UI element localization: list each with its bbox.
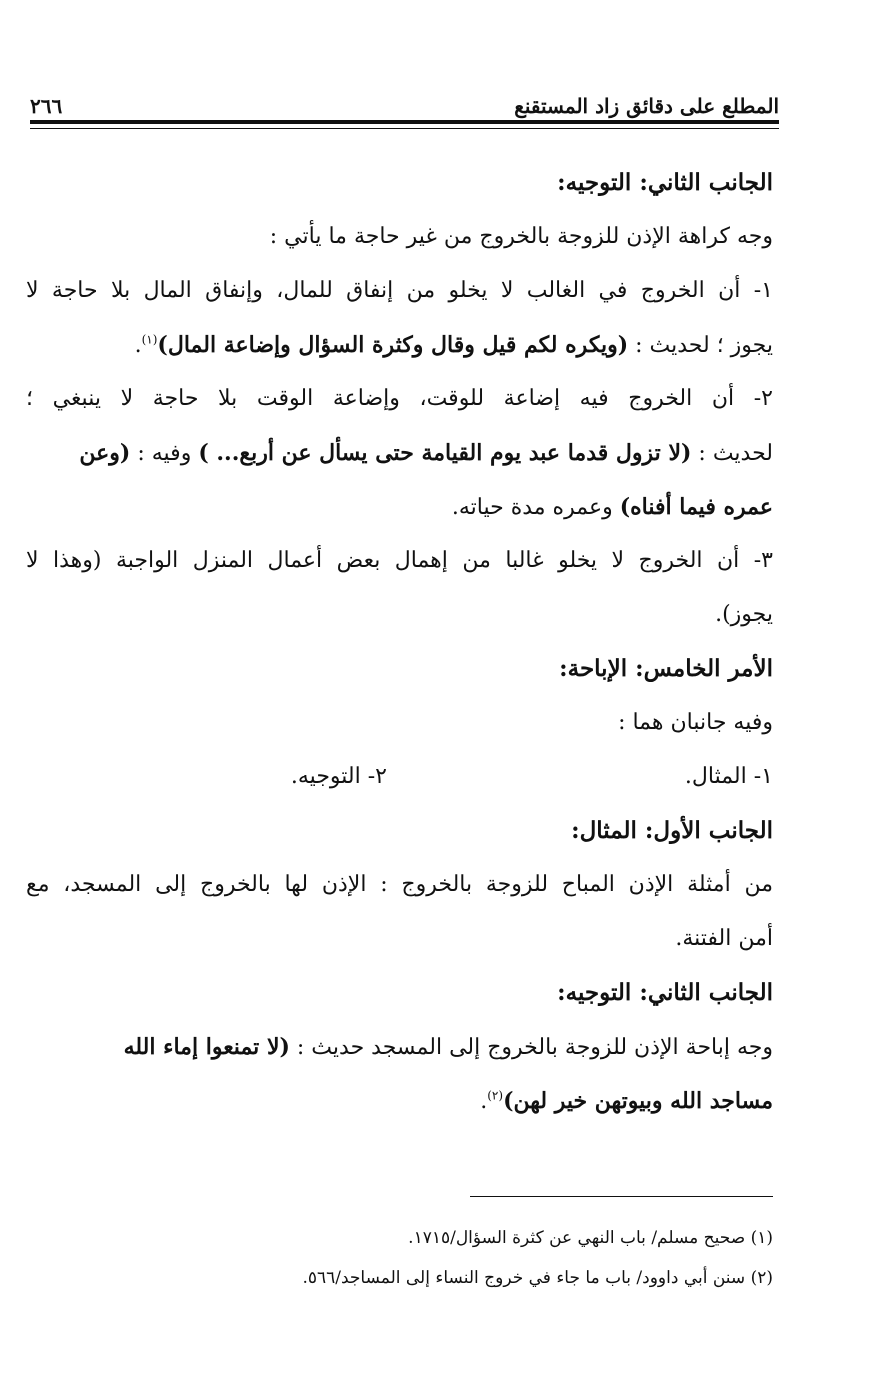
text-line: ٢- أن الخروج فيه إضاعة للوقت، وإضاعة الوقت بلا حاجة لا ينبغي ؛ xyxy=(26,386,773,411)
footnote-separator xyxy=(470,1196,773,1197)
footnote: (١) صحيح مسلم/ باب النهي عن كثرة السؤال/١٧١٥. xyxy=(408,1228,773,1248)
text-line: عمره فيما أفناه) وعمره مدة حياته. xyxy=(451,494,773,520)
text-line: يجوز). xyxy=(715,602,773,627)
hadith-quote: مساجد الله وبيوتهن خير لهن) xyxy=(503,1088,773,1114)
footnote-ref: (١) xyxy=(141,332,158,347)
hadith-quote: (وعن xyxy=(79,440,131,466)
section-heading: الجانب الثاني: التوجيه: xyxy=(557,979,773,1006)
section-heading: الجانب الأول: المثال: xyxy=(571,817,773,844)
header-rule-thick xyxy=(30,120,779,124)
main-text xyxy=(26,156,773,1128)
footnote: (٢) سنن أبي داوود/ باب ما جاء في خروج النساء إلى المساجد/٥٦٦. xyxy=(302,1268,773,1288)
footnote-ref: (٢) xyxy=(487,1088,504,1103)
page-number: ٢٦٦ xyxy=(30,94,63,118)
running-header xyxy=(30,84,779,118)
text-line: وفيه جانبان هما : xyxy=(618,710,773,735)
section-heading: الأمر الخامس: الإباحة: xyxy=(559,655,773,682)
hadith-quote: (ويكره لكم قيل وقال وكثرة السؤال وإضاعة المال) xyxy=(157,332,629,358)
text-line: أمن الفتنة. xyxy=(675,926,773,951)
text-line: وجه كراهة الإذن للزوجة بالخروج من غير حاجة ما يأتي : xyxy=(269,224,773,249)
text-line: مساجد الله وبيوتهن خير لهن)$^{(٢)}$. xyxy=(480,1088,773,1114)
text-line: ١- أن الخروج في الغالب لا يخلو من إنفاق للمال، وإنفاق المال بلا حاجة لا xyxy=(26,278,773,303)
text-line: من أمثلة الإذن المباح للزوجة بالخروج : الإذن لها بالخروج إلى المسجد، مع xyxy=(26,872,773,897)
hadith-quote: عمره فيما أفناه) xyxy=(619,494,773,520)
text-line: ٣- أن الخروج لا يخلو غالبا من إهمال بعض أعمال المنزل الواجبة (وهذا لا xyxy=(26,548,773,573)
footnotes xyxy=(26,1218,773,1298)
text-line: لحديث : (لا تزول قدما عبد يوم القيامة حتى يسأل عن أربع... ) وفيه : (وعن xyxy=(79,440,773,466)
text-line: وجه إباحة الإذن للزوجة بالخروج إلى المسجد حديث : (لا تمنعوا إماء الله xyxy=(123,1034,773,1060)
hadith-quote: (لا تزول قدما عبد يوم القيامة حتى يسأل عن أربع... ) xyxy=(198,440,692,466)
two-column-list xyxy=(26,750,773,804)
header-rule-thin xyxy=(30,128,779,129)
section-heading: الجانب الثاني: التوجيه: xyxy=(557,169,773,196)
list-item: ١- المثال. xyxy=(684,764,773,789)
text-line: يجوز ؛ لحديث : (ويكره لكم قيل وقال وكثرة السؤال وإضاعة المال)$^{(١)}$. xyxy=(134,332,773,358)
list-item: ٢- التوجيه. xyxy=(290,764,387,789)
header-title: المطلع على دقائق زاد المستقنع xyxy=(514,94,779,118)
hadith-quote: (لا تمنعوا إماء الله xyxy=(123,1034,290,1060)
